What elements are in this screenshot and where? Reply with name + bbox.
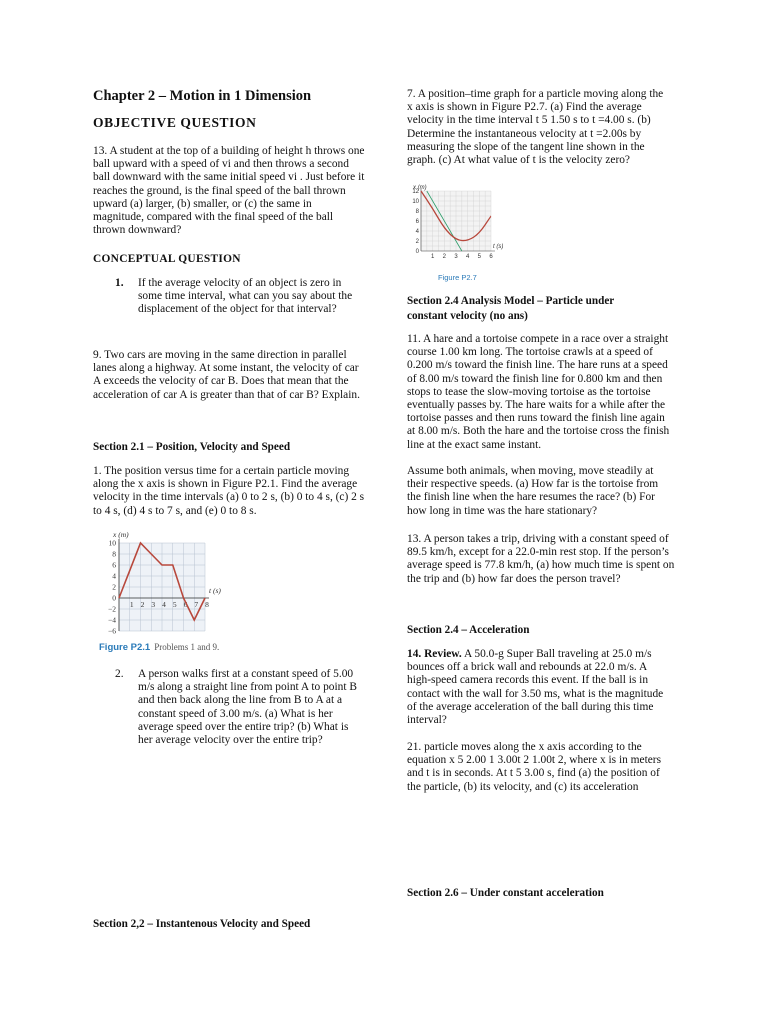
y-tick-label: 0 [415,249,419,255]
y-axis-label: x (m) [413,185,427,191]
section-2-6-heading: Section 2.6 – Under constant acceleration [407,887,604,899]
x-tick-label: 4 [465,254,470,260]
x-tick-label: 4 [162,600,166,609]
question-11: 11. A hare and a tortoise compete in a race over a straight course 1.00 km long. The tortoise crawls at a speed of 0.200 m/s toward the finish line. The hare runs at a speed of 8.00 m/s toward the finish line for 0.800 km and then stops to tease the slow-moving tortoise as the tortoise eventually passes by. The hare waits for a while after the tortoise passes and then runs toward the finish line again at 8.00 m/s. Both the hare and the tortoise cross the finish line at the exact same instant. [407,333,670,451]
x-tick-label: 6 [489,254,493,260]
x-axis-label: t (s) [209,586,221,595]
x-tick-label: 8 [205,600,209,609]
y-tick-label: 4 [112,571,116,581]
y-tick-label: 8 [415,209,419,215]
y-tick-label: 0 [112,593,116,603]
x-axis-label: t (s) [493,244,504,250]
conceptual-item-1 [93,277,365,317]
y-tick-label: 2 [112,582,116,592]
conceptual-item-1-number: 1. [115,277,124,289]
figure-p2-1-caption [99,641,219,654]
x-tick-label: 7 [194,600,199,609]
y-tick-label: 10 [412,199,419,205]
x-tick-label: 5 [477,254,482,260]
question-2 [93,668,365,747]
y-tick-label: 2 [415,239,419,245]
y-tick-label: −4 [108,615,116,625]
figure-p2-1-chart [93,530,233,639]
question-2-text: A person walks first at a constant speed of 5.00 m/s along a straight line from point A to point B and then back along the line from B to A at a constant speed of 3.00 m/s. (a) What is her average speed over the entire trip? (b) What is her average velocity over the entire trip? [138,668,357,747]
objective-heading: OBJECTIVE QUESTION [93,115,257,130]
x-tick-label: 1 [430,254,435,260]
x-tick-label: 1 [129,600,134,609]
question-14-text: A 50.0-g Super Ball traveling at 25.0 m/s bounces off a brick wall and rebounds at 22.0 m/s. A high-speed camera records this event. If the ball is in contact with the wall for 3.50 ms, what is the magnitude of the average acceleration of the ball during this time interval? [407,648,664,727]
question-7: 7. A position–time graph for a particle moving along the x axis is shown in Figure P2.7. (a) Find the average velocity in the time interval t 5 1.50 s to t =4.00 s. (b) Determine the instantaneous velocity at t =2.00s by measuring the slope of the tangent line shown in the graph. (c) At what value of t is the velocity zero? [407,88,664,167]
y-axis-label: x (m) [113,530,129,539]
section-2-4-analysis-heading: Section 2.4 Analysis Model – Particle under constant velocity (no ans) [407,295,615,322]
y-tick-label: 6 [415,219,419,225]
chapter-title: Chapter 2 – Motion in 1 Dimension [93,88,312,104]
figure-p2-7-chart [407,185,507,265]
y-tick-label: 4 [415,229,419,235]
section-2-2-heading: Section 2,2 – Instantenous Velocity and Speed [93,918,311,930]
question-13-right: 13. A person takes a trip, driving with a constant speed of 89.5 km/h, except for a 22.0-min rest stop. If the person’s average speed is 77.8 km/h, (a) how much time is spent on the trip and (b) how far does the person travel? [407,533,675,585]
figure-p2-1-label: Figure P2.1 [99,642,151,653]
y-tick-label: 12 [412,189,419,195]
x-tick-label: 5 [172,600,177,609]
question-14-lead: 14. Review. [407,648,462,660]
question-1: 1. The position versus time for a certain particle moving along the x axis is shown in Figure P2.1. Find the average velocity in the time intervals (a) 0 to 2 s, (b) 0 to 4 s, (c) 2 s to 4 s, (d) 4 s to 7 s, and (e) 0 to 8 s. [93,465,365,517]
figure-p2-1-sub: Problems 1 and 9. [154,642,220,652]
question-9: 9. Two cars are moving in the same direction in parallel lanes along a highway. At some instant, the velocity of car A exceeds the velocity of car B. Does that mean that the acceleration of car A is greater than that of car B? Explain. [93,349,360,401]
objective-question-13: 13. A student at the top of a building of height h throws one ball upward with a speed of vi and then throws a second ball downward with the same initial speed vi . Just before it reaches the ground, is the final speed of the ball thrown upward (a) larger, (b) smaller, or (c) the same in magnitude, compared with the final speed of the ball thrown downward? [93,145,365,237]
question-2-number: 2. [115,668,124,680]
y-tick-label: −2 [108,604,116,614]
x-tick-label: 3 [151,600,156,609]
question-14 [407,648,673,727]
x-tick-label: 6 [183,600,188,609]
y-tick-label: 8 [112,549,116,559]
x-tick-label: 3 [454,254,458,260]
y-tick-label: 10 [108,538,116,548]
figure-p2-7-label: Figure P2.7 [438,273,477,282]
x-tick-label: 2 [140,600,145,609]
section-2-1-heading: Section 2.1 – Position, Velocity and Speed [93,441,291,453]
section-2-4-acceleration-heading: Section 2.4 – Acceleration [407,624,530,636]
conceptual-item-1-text: If the average velocity of an object is zero in some time interval, what can you say about the displacement of the object for that interval? [138,277,353,316]
question-11-continued: Assume both animals, when moving, move steadily at their respective speeds. (a) How far is the tortoise from the finish line when the hare resumes the race? (b) For how long in time was the hare stationary? [407,465,659,517]
conceptual-heading: CONCEPTUAL QUESTION [93,253,241,265]
x-tick-label: 2 [442,254,447,260]
y-tick-label: 6 [112,560,116,570]
y-tick-label: −6 [108,626,116,636]
question-21: 21. particle moves along the x axis according to the equation x 5 2.00 1 3.00t 2 1.00t 2, where x is in meters and t is in seconds. At t 5 3.00 s, find (a) the position of the particle, (b) its velocity, and (c) its acceleration [407,741,662,793]
